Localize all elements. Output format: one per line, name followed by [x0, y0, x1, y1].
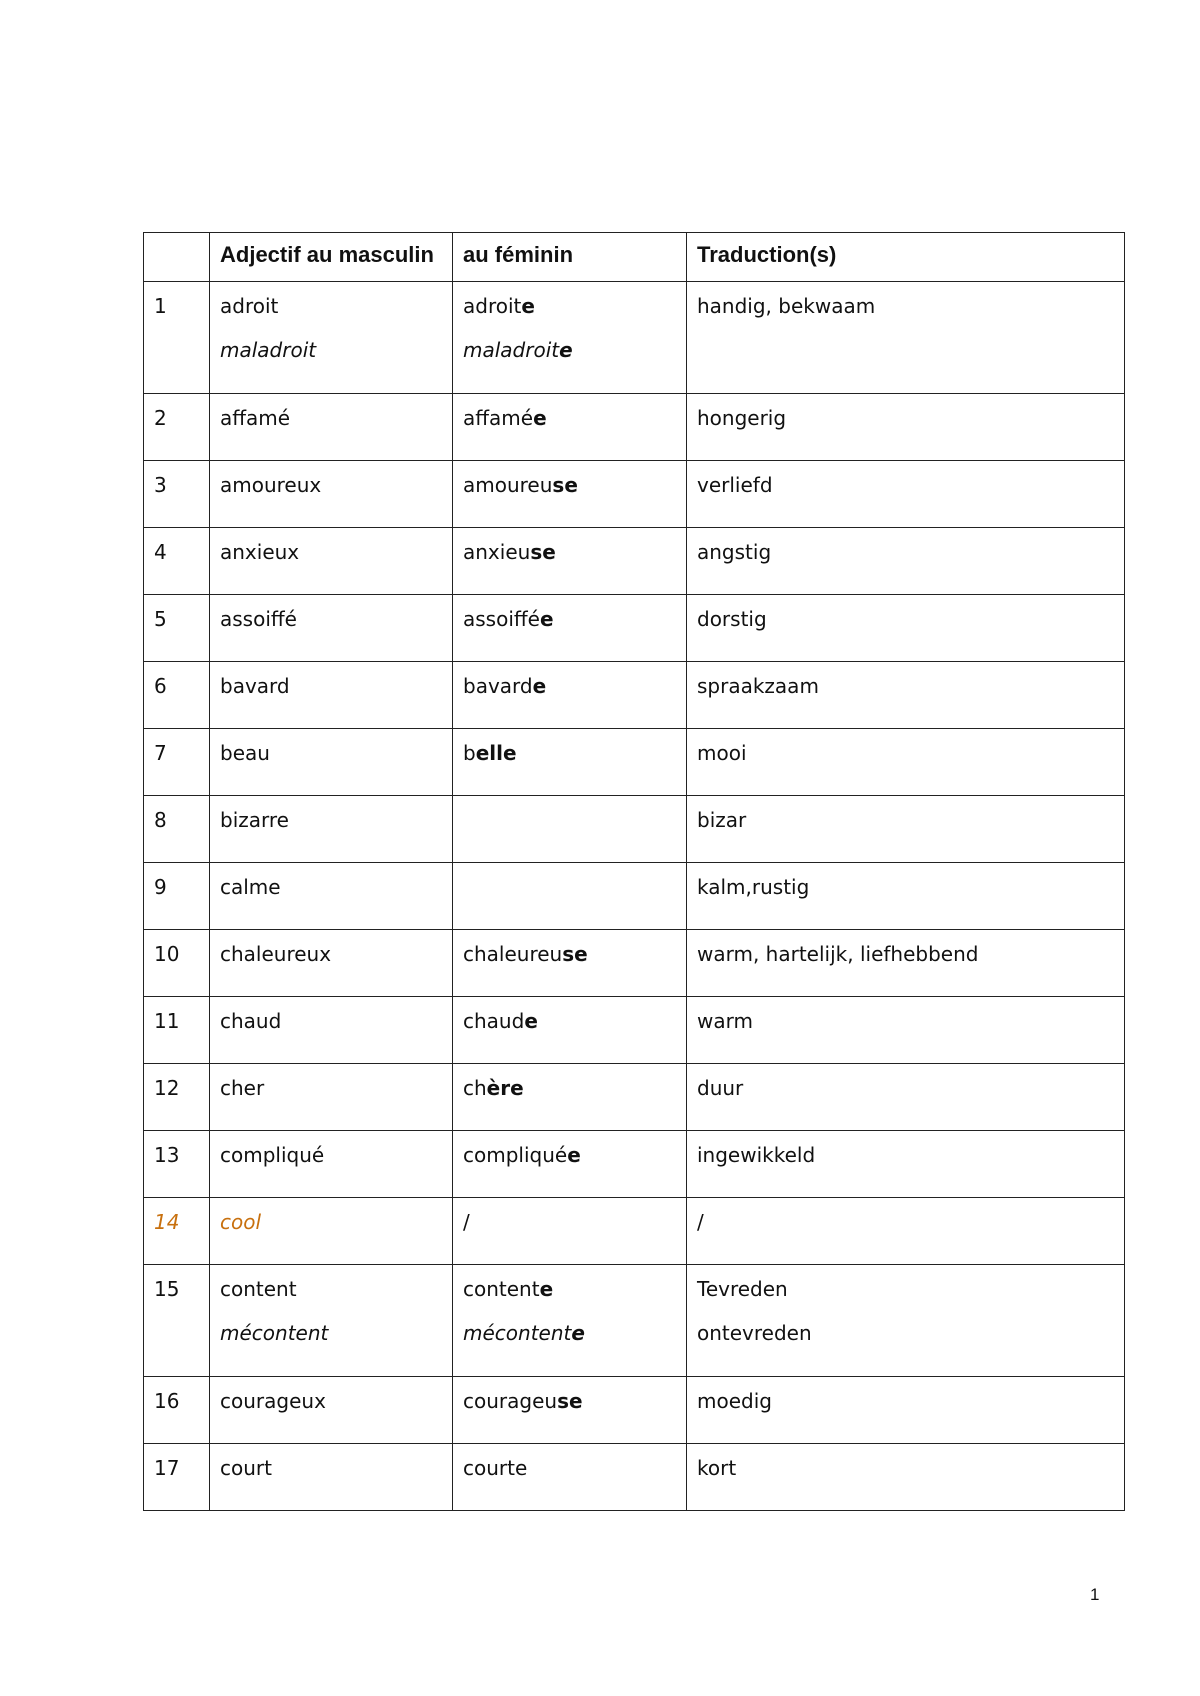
masculine-form: bizarre — [220, 808, 289, 832]
feminine-cell — [453, 796, 687, 863]
translation-text: hongerig — [697, 406, 787, 430]
feminine-stem: content — [463, 1277, 540, 1301]
translation-cell — [687, 1064, 1125, 1131]
header-row — [144, 233, 1125, 282]
translation-cell — [687, 1198, 1125, 1265]
row-number — [144, 1265, 210, 1377]
feminine-cell — [453, 528, 687, 595]
masculine-form: anxieux — [220, 540, 300, 564]
row-number — [144, 930, 210, 997]
masculine-cell — [210, 729, 453, 796]
masculine-form: courageux — [220, 1389, 326, 1413]
feminine-cell — [453, 1444, 687, 1511]
table-row — [144, 930, 1125, 997]
feminine-cell — [453, 662, 687, 729]
translation-text: spraakzaam — [697, 674, 819, 698]
feminine-stem: affamé — [463, 406, 534, 430]
feminine-cell — [453, 863, 687, 930]
translation-text: warm, hartelijk, liefhebbend — [697, 942, 979, 966]
masculine-cell — [210, 1131, 453, 1198]
translation-text: kalm,rustig — [697, 875, 810, 899]
row-number — [144, 863, 210, 930]
feminine-stem: anxieu — [463, 540, 531, 564]
row-number — [144, 394, 210, 461]
table-row — [144, 1444, 1125, 1511]
row-number — [144, 528, 210, 595]
row-number — [144, 1198, 210, 1265]
translation-text: warm — [697, 1009, 753, 1033]
masculine-form: compliqué — [220, 1143, 325, 1167]
feminine-form — [463, 294, 676, 318]
translation-text: duur — [697, 1076, 744, 1100]
header-number — [144, 233, 210, 282]
masculine-form: mécontent — [220, 1321, 329, 1345]
masculine-cell — [210, 595, 453, 662]
feminine-ending: se — [552, 473, 578, 497]
table-row — [144, 595, 1125, 662]
feminine-ending: e — [532, 674, 547, 698]
table-row — [144, 528, 1125, 595]
translation-cell — [687, 997, 1125, 1064]
masculine-cell — [210, 1265, 453, 1377]
translation-cell — [687, 461, 1125, 528]
feminine-cell — [453, 595, 687, 662]
feminine-form — [463, 1389, 676, 1413]
feminine-ending: se — [562, 942, 588, 966]
masculine-cell — [210, 662, 453, 729]
row-number-text: 11 — [154, 1009, 180, 1033]
row-number-text: 16 — [154, 1389, 180, 1413]
masculine-form: bavard — [220, 674, 290, 698]
translation-cell — [687, 394, 1125, 461]
feminine-cell — [453, 997, 687, 1064]
row-number — [144, 1064, 210, 1131]
masculine-cell — [210, 1444, 453, 1511]
feminine-form — [463, 607, 676, 631]
masculine-form: amoureux — [220, 473, 322, 497]
feminine-stem: chaleureu — [463, 942, 563, 966]
table-row — [144, 1265, 1125, 1377]
translation-cell — [687, 282, 1125, 394]
masculine-cell — [210, 1064, 453, 1131]
feminine-ending: e — [567, 1143, 581, 1167]
feminine-form — [463, 1210, 676, 1234]
translation-cell — [687, 528, 1125, 595]
header-translation: Traduction(s) — [687, 233, 1125, 282]
feminine-ending: e — [524, 1009, 538, 1033]
masculine-form: chaleureux — [220, 942, 332, 966]
row-number — [144, 729, 210, 796]
translation-cell — [687, 1265, 1125, 1377]
feminine-ending: ère — [486, 1076, 524, 1100]
feminine-cell — [453, 1198, 687, 1265]
masculine-cell — [210, 394, 453, 461]
masculine-form: affamé — [220, 406, 291, 430]
row-number-text: 4 — [154, 540, 167, 564]
table-row — [144, 1131, 1125, 1198]
table-row — [144, 1377, 1125, 1444]
table-row — [144, 1064, 1125, 1131]
feminine-form — [463, 741, 676, 765]
translation-text: kort — [697, 1456, 737, 1480]
row-number — [144, 282, 210, 394]
feminine-ending: e — [539, 607, 554, 631]
row-number-text: 9 — [154, 875, 167, 899]
translation-cell — [687, 595, 1125, 662]
masculine-form: court — [220, 1456, 272, 1480]
table-row — [144, 461, 1125, 528]
translation-text: ingewikkeld — [697, 1143, 816, 1167]
masculine-cell — [210, 796, 453, 863]
feminine-stem: ch — [463, 1076, 487, 1100]
feminine-form — [463, 1456, 676, 1480]
translation-text: handig, bekwaam — [697, 294, 876, 318]
masculine-form: content — [220, 1277, 297, 1301]
feminine-ending: elle — [475, 741, 517, 765]
row-number — [144, 997, 210, 1064]
table-row — [144, 997, 1125, 1064]
feminine-stem: chaud — [463, 1009, 525, 1033]
feminine-ending: e — [533, 406, 547, 430]
feminine-stem: assoiffé — [463, 607, 540, 631]
masculine-form: adroit — [220, 294, 279, 318]
feminine-stem: bavard — [463, 674, 533, 698]
translation-cell — [687, 729, 1125, 796]
feminine-cell — [453, 1265, 687, 1377]
row-number-text: 1 — [154, 294, 167, 318]
feminine-form — [463, 473, 676, 497]
feminine-form — [463, 1009, 676, 1033]
masculine-cell — [210, 930, 453, 997]
vocabulary-table — [143, 232, 1125, 1511]
row-number-text: 2 — [154, 406, 167, 430]
row-number-text: 8 — [154, 808, 167, 832]
row-number-text: 17 — [154, 1456, 180, 1480]
table-row — [144, 282, 1125, 394]
masculine-form: assoiffé — [220, 607, 297, 631]
masculine-form: cool — [220, 1210, 262, 1234]
translation-cell — [687, 930, 1125, 997]
translation-text: verliefd — [697, 473, 773, 497]
feminine-stem: maladroit — [463, 338, 560, 362]
header-masculine: Adjectif au masculin — [210, 233, 453, 282]
feminine-cell — [453, 930, 687, 997]
table-row — [144, 863, 1125, 930]
row-number-text: 6 — [154, 674, 167, 698]
feminine-cell — [453, 1377, 687, 1444]
row-number — [144, 1444, 210, 1511]
feminine-ending: e — [539, 1277, 554, 1301]
masculine-cell — [210, 1377, 453, 1444]
row-number-text: 15 — [154, 1277, 180, 1301]
feminine-ending: se — [557, 1389, 583, 1413]
feminine-stem: compliqué — [463, 1143, 568, 1167]
feminine-ending: e — [559, 338, 573, 362]
masculine-cell — [210, 1198, 453, 1265]
feminine-form — [463, 406, 676, 430]
feminine-stem: court — [463, 1456, 515, 1480]
feminine-cell — [453, 394, 687, 461]
translation-cell — [687, 1444, 1125, 1511]
translation-cell — [687, 662, 1125, 729]
row-number-text: 3 — [154, 473, 167, 497]
feminine-cell — [453, 1064, 687, 1131]
row-number-text: 10 — [154, 942, 180, 966]
masculine-form: maladroit — [220, 338, 317, 362]
feminine-cell — [453, 1131, 687, 1198]
table-row — [144, 662, 1125, 729]
row-number-text: 12 — [154, 1076, 180, 1100]
translation-text: angstig — [697, 540, 772, 564]
feminine-stem: amoureu — [463, 473, 553, 497]
feminine-form — [463, 674, 676, 698]
masculine-form: beau — [220, 741, 270, 765]
row-number-text: 7 — [154, 741, 167, 765]
translation-text: mooi — [697, 741, 747, 765]
translation-cell — [687, 796, 1125, 863]
row-number — [144, 1131, 210, 1198]
translation-text: bizar — [697, 808, 747, 832]
table-row — [144, 796, 1125, 863]
row-number-text: 14 — [154, 1210, 180, 1234]
masculine-form: chaud — [220, 1009, 282, 1033]
masculine-form: cher — [220, 1076, 265, 1100]
feminine-form — [463, 1143, 676, 1167]
feminine-ending: e — [521, 294, 535, 318]
row-number-text: 5 — [154, 607, 167, 631]
feminine-stem: courageu — [463, 1389, 558, 1413]
masculine-cell — [210, 282, 453, 394]
translation-text: ontevreden — [697, 1321, 812, 1345]
feminine-stem: b — [463, 741, 476, 765]
feminine-form — [463, 1277, 676, 1301]
masculine-cell — [210, 863, 453, 930]
feminine-form — [463, 338, 676, 362]
row-number — [144, 461, 210, 528]
table-row — [144, 1198, 1125, 1265]
row-number-text: 13 — [154, 1143, 180, 1167]
translation-cell — [687, 1377, 1125, 1444]
row-number — [144, 1377, 210, 1444]
row-number — [144, 662, 210, 729]
feminine-ending: e — [571, 1321, 585, 1345]
table-row — [144, 729, 1125, 796]
feminine-cell — [453, 461, 687, 528]
feminine-stem: adroit — [463, 294, 522, 318]
translation-cell — [687, 863, 1125, 930]
header-feminine: au féminin — [453, 233, 687, 282]
table-row — [144, 394, 1125, 461]
feminine-ending: se — [530, 540, 556, 564]
feminine-cell — [453, 282, 687, 394]
page-number: 1 — [1090, 1585, 1100, 1604]
feminine-form — [463, 1321, 676, 1345]
translation-text: dorstig — [697, 607, 767, 631]
translation-text: Tevreden — [697, 1277, 788, 1301]
feminine-stem: mécontent — [463, 1321, 572, 1345]
masculine-cell — [210, 997, 453, 1064]
masculine-cell — [210, 461, 453, 528]
translation-cell — [687, 1131, 1125, 1198]
translation-text: / — [697, 1210, 704, 1234]
masculine-form: calme — [220, 875, 281, 899]
feminine-form — [463, 1076, 676, 1100]
feminine-form — [463, 942, 676, 966]
masculine-cell — [210, 528, 453, 595]
row-number — [144, 595, 210, 662]
feminine-cell — [453, 729, 687, 796]
translation-text: moedig — [697, 1389, 772, 1413]
feminine-stem: / — [463, 1210, 470, 1234]
row-number — [144, 796, 210, 863]
feminine-form — [463, 540, 676, 564]
feminine-ending: e — [514, 1456, 528, 1480]
